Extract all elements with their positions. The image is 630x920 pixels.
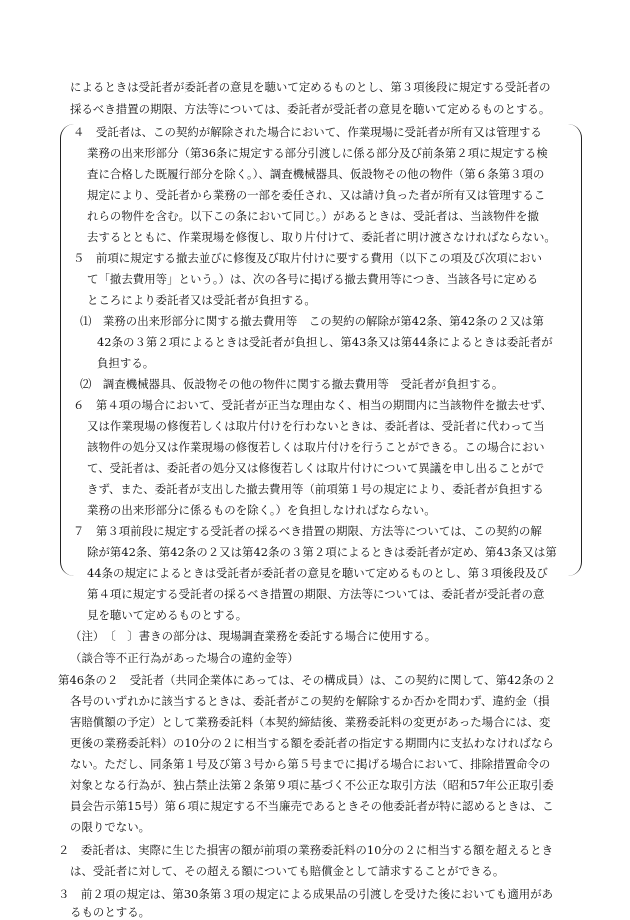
text-line: 更後の業務委託料）の10分の２に相当する額を委託者の指定する期間内に支払わなければなら	[70, 736, 554, 750]
text-line: て「撤去費用等」という。）は、次の各号に掲げる撤去費用等につき、当該各号に定める	[87, 272, 539, 286]
text-line: 去するとともに、作業現場を修復し、取り片付けて、委託者に明け渡さなければならない。	[87, 230, 556, 244]
text-line: 員会告示第15号）第６項に規定する不当廉売であるときその他委託者が特に認めるときは、こ	[70, 799, 554, 813]
text-line: ⑴ 業務の出来形部分に関する撤去費用等 この契約の解除が第42条、第42条の２又は第	[80, 314, 544, 328]
text-line: るものとする。	[70, 905, 151, 919]
text-line: 負担する。	[97, 356, 155, 370]
text-line: ２ 委託者は、実際に生じた損害の額が前項の業務委託料の10分の２に相当する額を超えるとき	[58, 843, 554, 857]
text-line: ⑵ 調査機械器具、仮設物その他の物件に関する撤去費用等 受託者が負担する。	[80, 377, 504, 391]
text-line: は、受託者に対して、その超える額についても賠償金として請求することができる。	[70, 864, 505, 878]
text-line: 業務の出来形部分（第36条に規定する部分引渡しに係る部分及び前条第２項に規定する検	[87, 146, 548, 160]
text-line: 業務の出来形部分に係るものを除く。）を負担しなければならない。	[87, 503, 436, 517]
text-line: 採るべき措置の期限、方法等については、委託者が受託者の意見を聴いて定めるものとする。	[70, 102, 551, 116]
text-line: て、受託者は、委託者の処分又は修復若しくは取片付けについて異議を申し出ることがで	[87, 461, 545, 475]
text-line: 除が第42条、第42条の２又は第42条の３第２項によるときは委託者が定め、第43条又は第	[87, 545, 557, 559]
section-heading: （談合等不正行為があった場合の違約金等）	[70, 651, 299, 665]
note-line: （注） 〔 〕書きの部分は、現場調査業務を委託する場合に使用する。	[70, 629, 437, 643]
text-line: 査に合格した既履行部分を除く。）、調査機械器具、仮設物その他の物件（第６条第３項の	[87, 167, 545, 181]
text-line: 対象となる行為が、独占禁止法第２条第９項に基づく不公正な取引方法（昭和57年公正取引委	[70, 778, 554, 792]
text-line: 該物件の処分又は作業現場の修復若しくは取片付けを行うことができる。この場合におい	[87, 440, 545, 454]
text-line: きず、また、委託者が支出した撤去費用等（前項第１号の規定により、委託者が負担する	[87, 482, 544, 496]
text-line: ３ 前２項の規定は、第30条第３項の規定による成果品の引渡しを受けた後においても適用があ	[58, 887, 554, 901]
text-line: れらの物件を含む。以下この条において同じ。）があるときは、受託者は、当該物件を撤	[87, 209, 539, 223]
text-line: 又は作業現場の修復若しくは取片付けを行わないときは、委託者は、受託者に代わって当	[87, 419, 545, 433]
text-line: 第４項に規定する受託者の採るべき措置の期限、方法等については、委託者が受託者の意	[87, 587, 545, 601]
text-line: ない。ただし、同条第１号及び第３号から第５号までに掲げる場合において、排除措置命令の	[70, 757, 551, 771]
text-line: 規定により、受託者から業務の一部を委任され、又は請け負った者が所有又は管理するこ	[87, 188, 546, 202]
text-line: 42条の３第２項によるときは受託者が負担し、第43条又は第44条によるときは委託者が	[97, 335, 553, 349]
text-line: ４ 受託者は、この契約が解除された場合において、作業現場に受託者が所有又は管理する	[73, 125, 542, 139]
text-line: 害賠償額の予定）として業務委託料（本契約締結後、業務委託料の変更があった場合には、変	[70, 715, 551, 729]
text-line: ７ 第３項前段に規定する受託者の採るべき措置の期限、方法等については、この契約の解	[73, 524, 542, 538]
text-line: の限りでない。	[70, 820, 151, 834]
text-line: 第46条の２ 受託者（共同企業体にあっては、その構成員）は、この契約に関して、第42条の２	[58, 673, 556, 687]
text-line: 44条の規定によるときは受託者が委託者の意見を聴いて定めるものとし、第３項後段及び	[87, 566, 548, 580]
text-line: ５ 前項に規定する撤去並びに修復及び取片付けに要する費用（以下この項及び次項におい	[73, 251, 543, 265]
text-line: ６ 第４項の場合において、受託者が正当な理由なく、相当の期間内に当該物件を撤去せず、	[73, 398, 553, 412]
text-line: 各号のいずれかに該当するときは、委託者がこの契約を解除するか否かを問わず、違約金（損	[70, 694, 550, 708]
text-line: によるときは受託者が委託者の意見を聴いて定めるものとし、第３項後段に規定する受託者の	[70, 80, 551, 94]
text-line: 見を聴いて定めるものとする。	[87, 608, 248, 622]
text-line: ところにより委託者又は受託者が負担する。	[87, 293, 316, 307]
